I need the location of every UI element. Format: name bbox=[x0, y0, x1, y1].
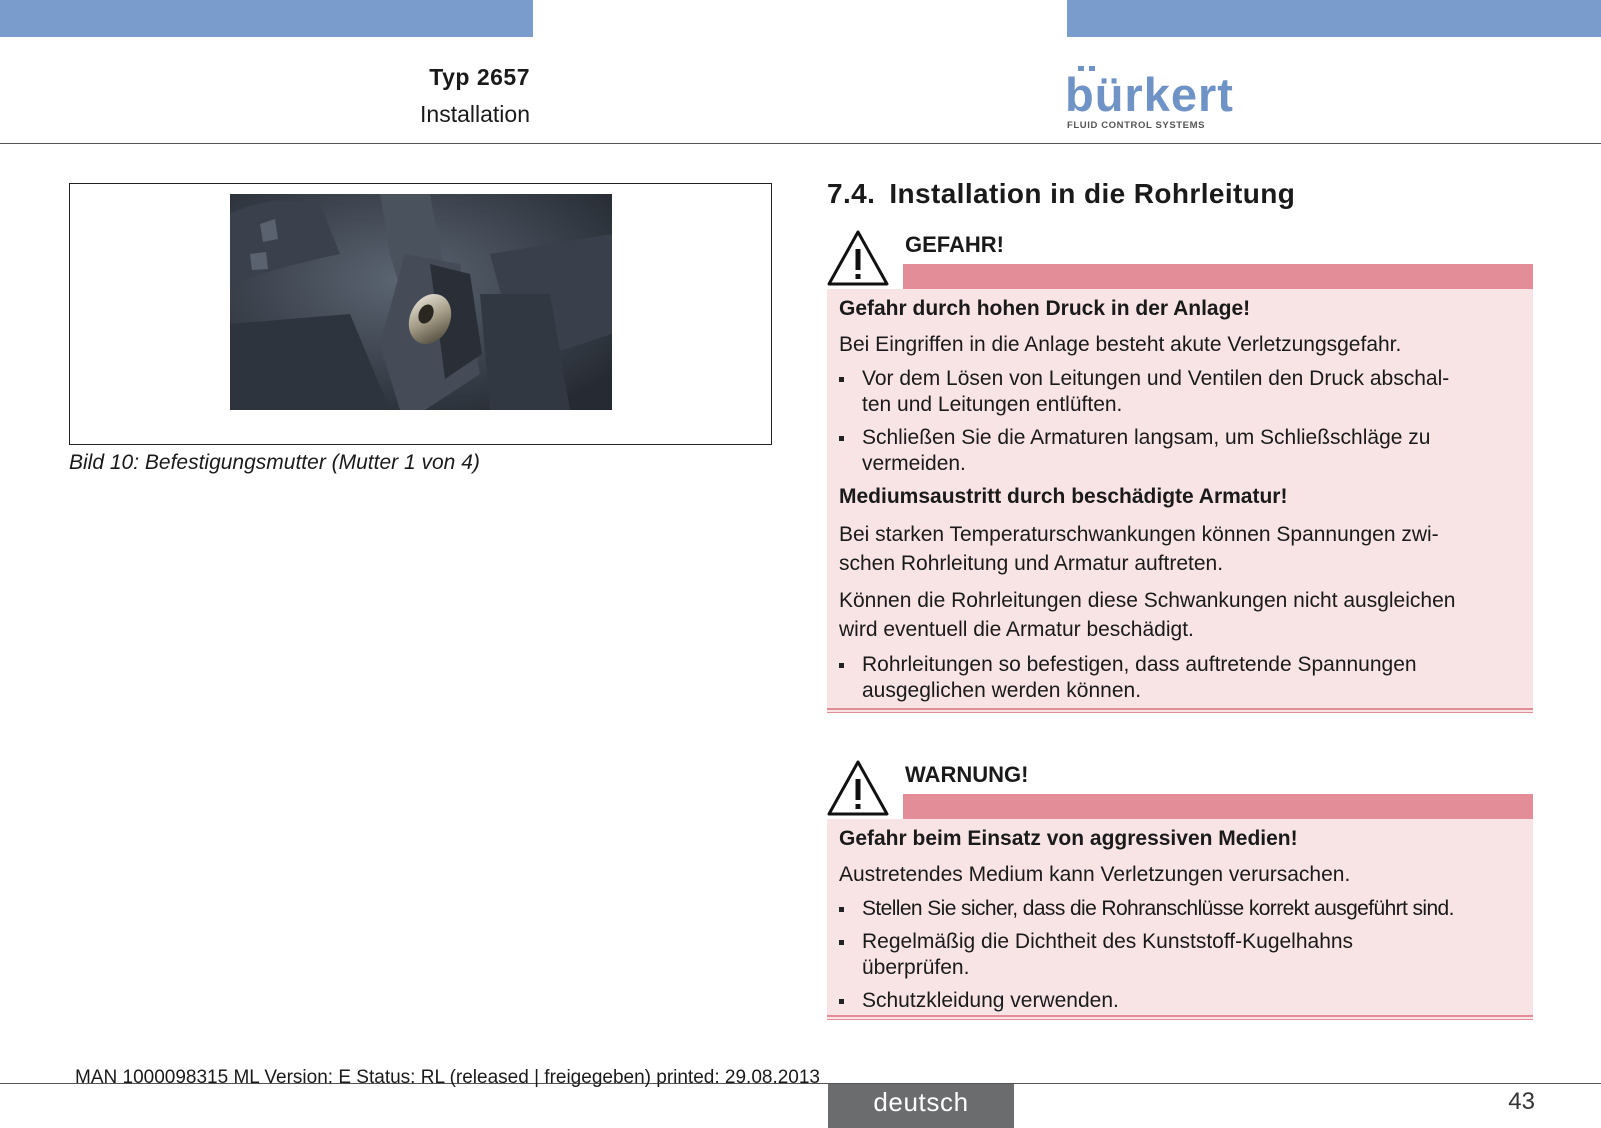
danger-heading-1: Gefahr durch hohen Druck in der Anlage! bbox=[839, 297, 1251, 320]
warning-bottom-rule bbox=[827, 1015, 1533, 1017]
language-tab: deutsch bbox=[828, 1084, 1014, 1128]
bullet-text: Schließen Sie die Armaturen langsam, um Schließschläge zu bbox=[862, 426, 1431, 449]
bullet-icon bbox=[839, 436, 844, 441]
mounting-nut-photo bbox=[230, 194, 612, 410]
bullet-text: Stellen Sie sicher, dass die Rohranschlüsse korrekt ausgeführt sind. bbox=[862, 897, 1454, 920]
bullet-text: Rohrleitungen so befestigen, dass auftretende Spannungen bbox=[862, 653, 1417, 676]
chapter-name: Installation bbox=[420, 101, 530, 127]
danger-bar bbox=[903, 264, 1533, 289]
warning-bar bbox=[903, 794, 1533, 819]
danger-text-3a: Können die Rohrleitungen diese Schwankungen nicht ausgleichen bbox=[839, 589, 1456, 612]
bullet-icon bbox=[839, 999, 844, 1004]
danger-box bbox=[827, 289, 1533, 713]
logo-tagline: FLUID CONTROL SYSTEMS bbox=[1067, 120, 1206, 131]
document-info: MAN 1000098315 ML Version: E Status: RL (released | freigegeben) printed: 29.08.2013 bbox=[75, 1067, 820, 1088]
warning-box bbox=[827, 819, 1533, 1020]
danger-text-3b: wird eventuell die Armatur beschädigt. bbox=[839, 618, 1194, 641]
header-bar-right bbox=[1067, 0, 1601, 37]
section-heading bbox=[827, 178, 1295, 210]
danger-text-2a: Bei starken Temperaturschwankungen können Spannungen zwi- bbox=[839, 523, 1439, 546]
warning-triangle-icon bbox=[826, 759, 890, 817]
bullet-text: überprüfen. bbox=[862, 956, 970, 979]
bullet-text: Regelmäßig die Dichtheit des Kunststoff-Kugelhahns bbox=[862, 930, 1354, 953]
header-bar-left bbox=[0, 0, 533, 37]
danger-label: GEFAHR! bbox=[905, 232, 1004, 257]
warning-triangle-icon bbox=[826, 229, 890, 287]
bullet-text: ausgeglichen werden können. bbox=[862, 679, 1142, 702]
danger-bottom-rule bbox=[827, 712, 1533, 713]
doc-type-title: Typ 2657 bbox=[429, 64, 530, 90]
section-number: 7.4. bbox=[827, 178, 876, 209]
danger-text-2b: schen Rohrleitung und Armatur auftreten. bbox=[839, 552, 1224, 575]
bullet-text: vermeiden. bbox=[862, 452, 966, 475]
figure-caption: Bild 10: Befestigungsmutter (Mutter 1 von 4) bbox=[69, 451, 480, 474]
header-divider bbox=[0, 143, 1601, 144]
bullet-icon bbox=[839, 907, 844, 912]
logo-wordmark: bürkert bbox=[1065, 68, 1234, 121]
bullet-icon bbox=[839, 663, 844, 668]
danger-bottom-rule bbox=[827, 708, 1533, 710]
bullet-icon bbox=[839, 940, 844, 945]
danger-text-1: Bei Eingriffen in die Anlage besteht akute Verletzungsgefahr. bbox=[839, 333, 1402, 356]
warning-text: Austretendes Medium kann Verletzungen verursachen. bbox=[839, 863, 1351, 886]
danger-heading-2: Mediumsaustritt durch beschädigte Armatur! bbox=[839, 485, 1288, 508]
page-number: 43 bbox=[1508, 1088, 1535, 1115]
bullet-icon bbox=[839, 377, 844, 382]
bullet-text: ten und Leitungen entlüften. bbox=[862, 393, 1123, 416]
warning-bottom-rule bbox=[827, 1019, 1533, 1020]
warning-label: WARNUNG! bbox=[905, 762, 1029, 787]
bullet-text: Vor dem Lösen von Leitungen und Ventilen den Druck abschal- bbox=[862, 367, 1450, 390]
bullet-text: Schutzkleidung verwenden. bbox=[862, 989, 1119, 1012]
burkert-logo bbox=[1065, 66, 1235, 130]
warning-heading: Gefahr beim Einsatz von aggressiven Medien! bbox=[839, 827, 1298, 850]
section-title: Installation in die Rohrleitung bbox=[889, 178, 1296, 209]
